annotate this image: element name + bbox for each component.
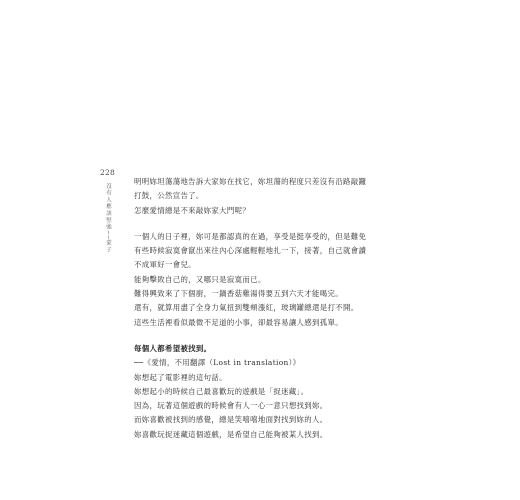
text-line: 妳想起小的時候自己最喜歡玩的遊戲是「捉迷藏」。 [134,386,309,396]
quote-attribution: ──《愛情，不用翻譯（Lost in translation）》 [134,358,301,368]
text-line: 有些時候寂寞會竄出來往內心深處輕輕地扎一下，接著，自己就會讀 [134,246,367,256]
text-line: 怎麼愛情總是不來敲妳家大門呢？ [134,205,251,215]
text-line: 不成軍好一會兒。 [134,260,196,270]
text-line: 一個人的日子裡，妳可是都認真的在過，享受是挺享受的，但是難免 [134,231,367,241]
paragraph-spacer [134,330,424,342]
quote-heading: 每個人都希望被找到。 [134,343,212,353]
page-number: 228 [100,168,115,177]
text-line: 能夠擊敗自己的，又哪只是寂寞而已。 [134,274,266,284]
paragraph-2 [134,230,424,330]
text-line: 明明妳坦蕩蕩地告訴大家妳在找它，妳坦蕩的程度只差沒有沿路敲鑼 [134,177,367,186]
body-text [134,175,424,442]
text-line: 妳想起了電影裡的這句話。 [134,372,227,382]
paragraph-1 [134,175,424,218]
text-line: 還有，就算用盡了全身力氣扭到雙頰漲紅，玻璃罐總還是打不開。 [134,303,359,313]
text-line: 而妳喜歡被找到的感覺，總是笑嘻嘻地面對找到妳的人。 [134,415,328,425]
text-line: 這些生活裡看似最微不足道的小事，卻最容易讓人感到孤單。 [134,317,343,327]
paragraph-3 [134,342,424,442]
text-line: 難得興致來了下個廚，一鍋香菇雞湯得要五到六天才能喝完。 [134,289,343,299]
text-line: 打鼓，公然宣告了。 [134,191,204,201]
text-line: 妳喜歡玩捉迷藏這個遊戲，是希望自己能夠被某人找到。 [134,429,328,439]
text-line: 因為，玩著這個遊戲的時候會有人一心一意只想找到妳。 [134,401,328,411]
running-head: 沒有人應該堅強──蒙子 [105,183,111,254]
paragraph-spacer [134,218,424,230]
